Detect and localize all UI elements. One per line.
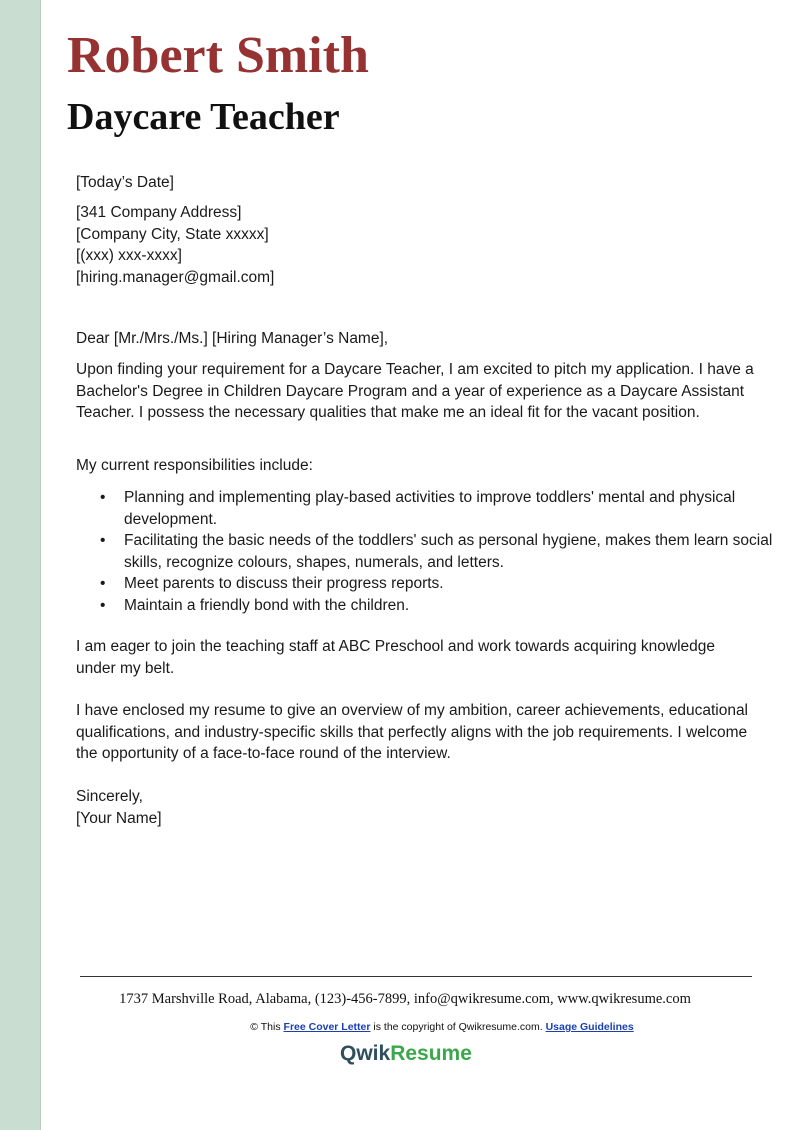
motivation-paragraph: I am eager to join the teaching staff at ABC Preschool and work towards acquiring knowledge under my belt. bbox=[76, 638, 716, 677]
letter-date: [Today’s Date] bbox=[76, 174, 174, 191]
closing-paragraph: I have enclosed my resume to give an overview of my ambition, career achievements, educational qualifications, and industry-specific skills that perfectly aligns with the job requirements. I welcome the opportunity of a face-to-face round of the interview. bbox=[76, 702, 749, 762]
qwikresume-logo bbox=[340, 1042, 472, 1066]
address-line: [Company City, State xxxxx] bbox=[76, 225, 269, 243]
salutation: Dear [Mr./Mrs./Ms.] [Hiring Manager’s Name], bbox=[76, 330, 389, 347]
footer-copyright bbox=[0, 1021, 800, 1033]
list-item: • Meet parents to discuss their progress reports. bbox=[124, 573, 800, 595]
usage-guidelines-link[interactable]: Usage Guidelines bbox=[545, 1021, 634, 1033]
intro-paragraph: Upon finding your requirement for a Daycare Teacher, I am excited to pitch my application. I have a Bachelor's Degree in Children Daycare Program and a year of experience as a Daycare Assistant Teacher. I possess the necessary qualities that make me an ideal fit for the vacant position. bbox=[76, 361, 754, 421]
sidebar-accent bbox=[0, 0, 40, 1130]
list-item: • Planning and implementing play-based activities to improve toddlers' mental and physical development. bbox=[124, 487, 800, 530]
sidebar-divider bbox=[40, 0, 41, 1130]
address-line: [(xxx) xxx-xxxx] bbox=[76, 247, 182, 264]
job-title: Daycare Teacher bbox=[67, 96, 340, 138]
sign-off bbox=[76, 786, 756, 829]
logo-text-qwik: Qwik bbox=[340, 1042, 391, 1065]
closing-word: Sincerely, bbox=[76, 788, 143, 805]
footer-divider bbox=[80, 976, 752, 977]
signature-name: [Your Name] bbox=[76, 809, 162, 827]
free-cover-letter-link[interactable]: Free Cover Letter bbox=[283, 1021, 371, 1033]
address-line: [hiring.manager@gmail.com] bbox=[76, 268, 275, 286]
copyright-prefix: © This bbox=[250, 1021, 281, 1033]
copyright-text: is the copyright of Qwikresume.com. bbox=[373, 1021, 543, 1033]
address-line: [341 Company Address] bbox=[76, 204, 242, 221]
responsibilities-intro: My current responsibilities include: bbox=[76, 457, 313, 474]
footer-contact: 1737 Marshville Road, Alabama, (123)-456-7899, info@qwikresume.com, www.qwikresume.com bbox=[119, 991, 691, 1007]
recipient-address bbox=[76, 202, 756, 288]
logo-text-resume: Resume bbox=[390, 1042, 472, 1065]
list-item: • Maintain a friendly bond with the children. bbox=[124, 595, 800, 617]
applicant-name: Robert Smith bbox=[67, 27, 369, 84]
list-item: • Facilitating the basic needs of the toddlers' such as personal hygiene, makes them learn social skills, recognize colours, shapes, numerals, and letters. bbox=[124, 530, 800, 573]
responsibilities-list bbox=[76, 487, 800, 616]
